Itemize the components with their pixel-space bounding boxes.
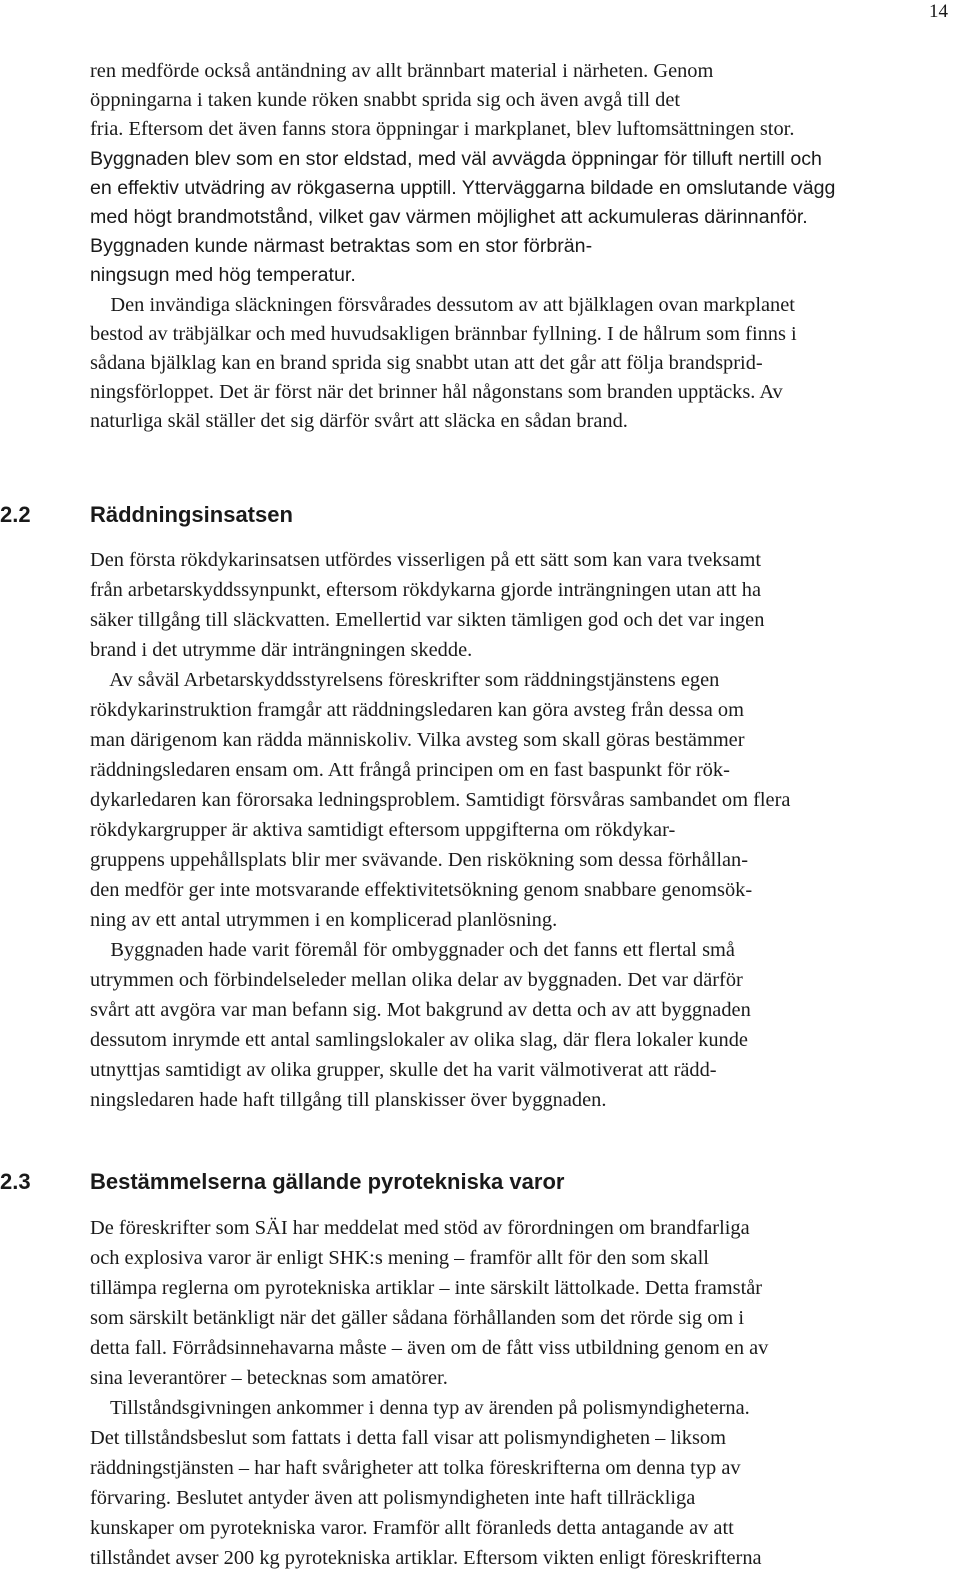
text-line: Det tillståndsbeslut som fattats i detta fall visar att polismyndigheten – liksom: [90, 1427, 726, 1449]
text-line: ning av ett antal utrymmen i en komplicerad planlösning.: [90, 909, 558, 931]
text-line: dessutom inrymde ett antal samlingslokaler av olika slag, där flera lokaler kunde: [90, 1029, 748, 1051]
text-line: ren medförde också antändning av allt brännbart material i närheten. Genom: [90, 60, 714, 82]
text-line: brand i det utrymme där inträngningen skedde.: [90, 639, 473, 661]
page-number: 14: [929, 1, 948, 22]
text-line: Av såväl Arbetarskyddsstyrelsens föreskrifter som räddningstjänstens egen: [90, 669, 720, 691]
text-line: ningsugn med hög temperatur.: [90, 264, 356, 287]
text-line: Byggnaden blev som en stor eldstad, med väl avvägda öppningar för tilluft nertill och: [90, 147, 822, 170]
section-title: Bestämmelserna gällande pyrotekniska varor: [90, 1169, 565, 1194]
text-line: tillståndet avser 200 kg pyrotekniska artiklar. Eftersom vikten enligt föreskrifterna: [90, 1547, 762, 1569]
text-line: en effektiv utvädring av rökgaserna upptill. Ytterväggarna bildade en omslutande vägg: [90, 176, 836, 199]
text-line: rökdykargrupper är aktiva samtidigt eftersom uppgifterna om rökdykar-: [90, 819, 676, 841]
text-line: man därigenom kan rädda människoliv. Vilka avsteg som skall göras bestämmer: [90, 729, 745, 751]
text-line: öppningarna i taken kunde röken snabbt sprida sig och även avgå till det: [90, 89, 681, 112]
text-line: rökdykarinstruktion framgår att räddningsledaren kan göra avsteg från dessa om: [90, 699, 744, 721]
text-line: gruppens uppehållsplats blir mer svävande. Den riskökning som dessa förhållan-: [90, 849, 749, 871]
text-line: utrymmen och förbindelseleder mellan olika delar av byggnaden. Det var därför: [90, 969, 743, 991]
text-line: förvaring. Beslutet antyder även att polismyndigheten inte haft tillräckliga: [90, 1487, 696, 1509]
text-line: Byggnaden hade varit föremål för ombyggnader och det fanns ett flertal små: [90, 939, 735, 961]
section-2-2-body: [90, 545, 960, 1115]
text-line: Den första rökdykarinsatsen utfördes visserligen på ett sätt som kan vara tveksamt: [90, 549, 762, 571]
text-line: dykarledaren kan förorsaka ledningsproblem. Samtidigt försvåras sambandet om flera: [90, 789, 791, 811]
text-line: fria. Eftersom det även fanns stora öppningar i markplanet, blev luftomsättningen stor.: [90, 118, 795, 141]
text-line: Byggnaden kunde närmast betraktas som en stor förbrän-: [90, 235, 593, 258]
text-line: och explosiva varor är enligt SHK:s mening – framför allt för den som skall: [90, 1247, 709, 1269]
text-line: ningsledaren hade haft tillgång till planskisser över byggnaden.: [90, 1089, 607, 1111]
text-line: räddningsledaren ensam om. Att frångå principen om en fast baspunkt för rök-: [90, 759, 730, 781]
text-line: bestod av träbjälkar och med huvudsakligen brännbar fyllning. I de hålrum som finns i: [90, 322, 797, 345]
text-line: säker tillgång till släckvatten. Emellertid var sikten tämligen god och det var ingen: [90, 609, 765, 631]
text-line: kunskaper om pyrotekniska varor. Framför allt föranleds detta antagande av att: [90, 1517, 734, 1539]
section-number: 2.2: [0, 502, 31, 527]
text-line: som särskilt betänkligt när det gäller sådana förhållanden som det rörde sig om i: [90, 1307, 745, 1329]
intro-paragraphs: [90, 57, 960, 437]
text-line: sådana bjälklag kan en brand sprida sig snabbt utan att det går att följa brandsprid-: [90, 352, 763, 375]
text-line: räddningstjänsten – har haft svårigheter att tolka föreskrifterna om denna typ av: [90, 1457, 741, 1479]
text-line: Tillståndsgivningen ankommer i denna typ av ärenden på polismyndigheterna.: [90, 1397, 750, 1419]
text-line: De föreskrifter som SÄI har meddelat med stöd av förordningen om brandfarliga: [90, 1217, 750, 1239]
text-line: med högt brandmotstånd, vilket gav värmen möjlighet att ackumuleras därinnanför.: [90, 206, 808, 229]
text-line: naturliga skäl ställer det sig därför svårt att släcka en sådan brand.: [90, 410, 628, 433]
text-line: svårt att avgöra var man befann sig. Mot bakgrund av detta och av att byggnaden: [90, 999, 751, 1021]
section-2-3-body: [90, 1213, 960, 1573]
text-line: utnyttjas samtidigt av olika grupper, skulle det ha varit välmotiverat att rädd-: [90, 1059, 717, 1081]
text-line: detta fall. Förrådsinnehavarna måste – även om de fått viss utbildning genom en av: [90, 1337, 769, 1359]
text-line: Den invändiga släckningen försvårades dessutom av att bjälklagen ovan markplanet: [90, 293, 795, 316]
text-line: sina leverantörer – betecknas som amatörer.: [90, 1367, 448, 1389]
section-title: Räddningsinsatsen: [90, 502, 293, 527]
text-line: från arbetarskyddssynpunkt, eftersom rökdykarna gjorde inträngningen utan att ha: [90, 579, 761, 601]
section-number: 2.3: [0, 1169, 31, 1194]
text-line: ningsförloppet. Det är först när det brinner hål någonstans som branden upptäcks. Av: [90, 381, 783, 404]
text-line: den medför ger inte motsvarande effektivitetsökning genom snabbare genomsök-: [90, 879, 753, 901]
text-line: tillämpa reglerna om pyrotekniska artiklar – inte särskilt lättolkade. Detta framstår: [90, 1277, 763, 1299]
